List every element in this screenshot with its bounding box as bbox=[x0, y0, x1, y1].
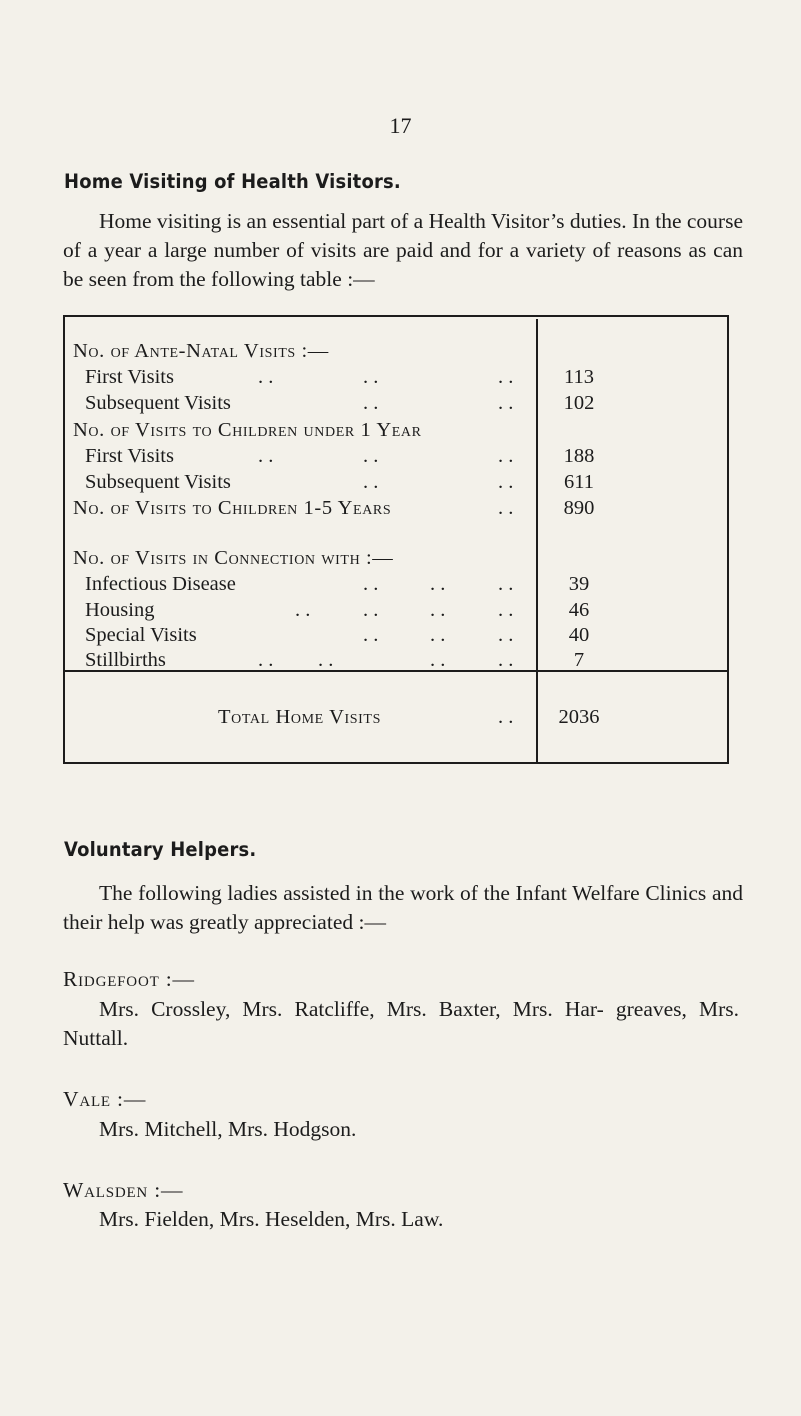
infectious-label: Infectious Disease bbox=[85, 573, 236, 595]
leader-dots: . . bbox=[258, 445, 274, 467]
table-row bbox=[63, 647, 729, 673]
leader-dots: . . bbox=[318, 649, 334, 671]
leader-dots: . . bbox=[363, 573, 379, 595]
infectious-value: 39 bbox=[568, 573, 590, 595]
leader-dots: . . bbox=[295, 599, 311, 621]
vale-names bbox=[63, 1115, 739, 1144]
table-row bbox=[63, 469, 729, 495]
voluntary-helpers-heading: Voluntary Helpers. bbox=[64, 838, 257, 861]
table-row bbox=[63, 364, 729, 390]
leader-dots: . . bbox=[498, 624, 514, 646]
stillbirths-value: 7 bbox=[573, 649, 585, 671]
table-top-rule bbox=[63, 315, 727, 317]
ridgefoot-names-text: Mrs. Crossley, Mrs. Ratcliffe, Mrs. Baxter, Mrs. Har- greaves, Mrs. Nuttall. bbox=[63, 997, 739, 1050]
voluntary-helpers-paragraph-text: The following ladies assisted in the work of the Infant Welfare Clinics and their help was greatly appreciated :— bbox=[63, 881, 743, 934]
leader-dots: . . bbox=[363, 445, 379, 467]
leader-dots: . . bbox=[363, 392, 379, 414]
under1-subsequent-label: Subsequent Visits bbox=[85, 471, 231, 493]
leader-dots: . . bbox=[498, 706, 514, 728]
leader-dots: . . bbox=[498, 445, 514, 467]
voluntary-helpers-paragraph bbox=[63, 879, 743, 937]
ridgefoot-label: Ridgefoot :— bbox=[63, 967, 195, 991]
under1-first-label: First Visits bbox=[85, 445, 174, 467]
table-row bbox=[63, 495, 729, 521]
table-row bbox=[63, 390, 729, 416]
ante-natal-subsequent-value: 102 bbox=[563, 392, 595, 414]
walsden-names-text: Mrs. Fielden, Mrs. Heselden, Mrs. Law. bbox=[99, 1207, 444, 1231]
ante-natal-subsequent-label: Subsequent Visits bbox=[85, 392, 231, 414]
housing-value: 46 bbox=[568, 599, 590, 621]
visits-table bbox=[63, 315, 729, 764]
vale-names-text: Mrs. Mitchell, Mrs. Hodgson. bbox=[99, 1117, 357, 1141]
table-row bbox=[63, 704, 729, 730]
leader-dots: . . bbox=[498, 497, 514, 519]
special-label: Special Visits bbox=[85, 624, 197, 646]
children-1-5-value: 890 bbox=[563, 497, 595, 519]
ante-natal-first-value: 113 bbox=[564, 366, 594, 388]
children-1-5-label: No. of Visits to Children 1-5 Years bbox=[73, 497, 392, 519]
table-bottom-rule bbox=[63, 762, 729, 764]
under1-subsequent-value: 611 bbox=[564, 471, 594, 493]
leader-dots: . . bbox=[498, 649, 514, 671]
leader-dots: . . bbox=[498, 471, 514, 493]
ante-natal-first-label: First Visits bbox=[85, 366, 174, 388]
leader-dots: . . bbox=[363, 599, 379, 621]
home-visiting-paragraph bbox=[63, 207, 743, 294]
leader-dots: . . bbox=[498, 599, 514, 621]
table-row bbox=[63, 571, 729, 597]
under1-first-value: 188 bbox=[563, 445, 595, 467]
leader-dots: . . bbox=[258, 649, 274, 671]
special-value: 40 bbox=[568, 624, 590, 646]
leader-dots: . . bbox=[258, 366, 274, 388]
table-row bbox=[63, 597, 729, 623]
ante-natal-header: No. of Ante-Natal Visits :— bbox=[73, 340, 329, 362]
stillbirths-label: Stillbirths bbox=[85, 649, 166, 671]
ridgefoot-names bbox=[63, 995, 739, 1053]
under1-header: No. of Visits to Children under 1 Year bbox=[73, 419, 422, 441]
leader-dots: . . bbox=[498, 392, 514, 414]
housing-label: Housing bbox=[85, 599, 155, 621]
total-label: Total Home Visits bbox=[218, 706, 381, 728]
table-row bbox=[63, 417, 729, 443]
table-row bbox=[63, 545, 729, 571]
leader-dots: . . bbox=[430, 573, 446, 595]
table-row bbox=[63, 338, 729, 364]
home-visiting-paragraph-text: Home visiting is an essential part of a Health Visitor’s duties. In the course of a year a large number of visits are paid and for a variety of reasons as can be seen from the following table :— bbox=[63, 209, 743, 291]
total-value: 2036 bbox=[558, 706, 600, 728]
home-visiting-heading: Home Visiting of Health Visitors. bbox=[64, 170, 401, 193]
leader-dots: . . bbox=[363, 366, 379, 388]
leader-dots: . . bbox=[430, 599, 446, 621]
walsden-label: Walsden :— bbox=[63, 1178, 184, 1202]
leader-dots: . . bbox=[430, 624, 446, 646]
vale-label: Vale :— bbox=[63, 1087, 147, 1111]
leader-dots: . . bbox=[498, 366, 514, 388]
table-row bbox=[63, 622, 729, 648]
page-number: 17 bbox=[389, 113, 412, 138]
leader-dots: . . bbox=[363, 471, 379, 493]
leader-dots: . . bbox=[430, 649, 446, 671]
connection-header: No. of Visits in Connection with :— bbox=[73, 547, 394, 569]
walsden-names bbox=[63, 1205, 739, 1234]
leader-dots: . . bbox=[498, 573, 514, 595]
table-row bbox=[63, 443, 729, 469]
leader-dots: . . bbox=[363, 624, 379, 646]
